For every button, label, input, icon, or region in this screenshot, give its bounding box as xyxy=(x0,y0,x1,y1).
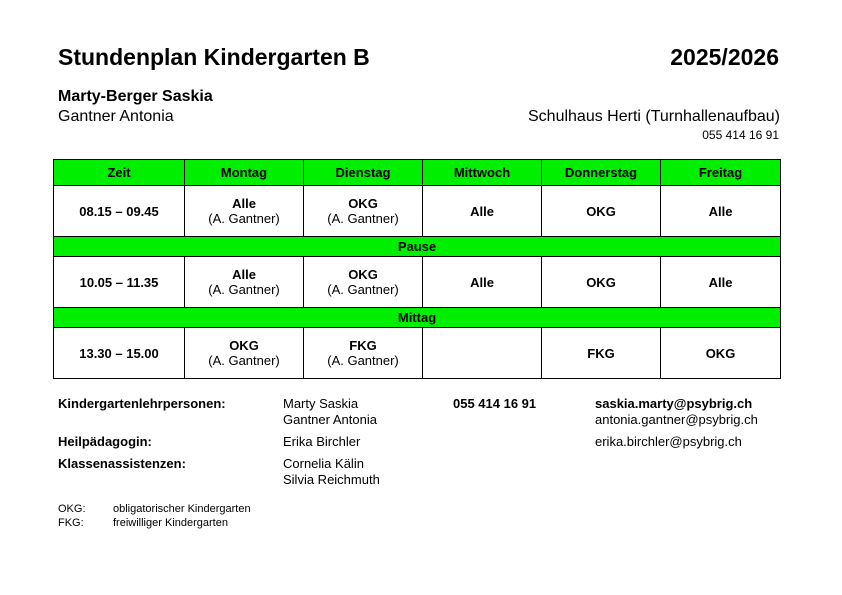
lesson-class: OKG xyxy=(348,196,378,211)
col-header-zeit: Zeit xyxy=(54,160,185,186)
legend-text-fkg: freiwilliger Kindergarten xyxy=(113,517,228,529)
schedule-table xyxy=(53,159,781,379)
lesson-cell xyxy=(185,186,304,237)
lesson-class: Alle xyxy=(708,274,733,290)
table-row xyxy=(54,186,781,237)
lesson-cell xyxy=(423,257,542,308)
second-teacher-name: Gantner Antonia xyxy=(58,108,174,125)
break-row-pause xyxy=(54,237,781,257)
school-location: Schulhaus Herti (Turnhallenaufbau) xyxy=(528,108,780,125)
teacher2-name: Gantner Antonia xyxy=(283,412,377,427)
lesson-class: Alle xyxy=(232,196,256,211)
col-header-freitag: Freitag xyxy=(661,160,781,186)
table-row xyxy=(54,257,781,308)
assistant2-name: Silvia Reichmuth xyxy=(283,472,380,487)
lesson-cell xyxy=(661,257,781,308)
lesson-teacher: (A. Gantner) xyxy=(327,211,399,226)
assistant1-name: Cornelia Kälin xyxy=(283,456,364,471)
lesson-cell xyxy=(542,257,661,308)
lesson-cell xyxy=(661,186,781,237)
lesson-teacher: (A. Gantner) xyxy=(327,353,399,368)
break-row-mittag xyxy=(54,308,781,328)
lesson-cell xyxy=(185,328,304,379)
special-ed-email[interactable]: erika.birchler@psybrig.ch xyxy=(595,434,742,449)
col-header-montag: Montag xyxy=(185,160,304,186)
special-ed-label: Heilpädagogin: xyxy=(58,434,152,449)
lesson-class: OKG xyxy=(348,267,378,282)
lesson-cell xyxy=(304,328,423,379)
main-teacher-name: Marty-Berger Saskia xyxy=(58,88,213,105)
break-label: Mittag xyxy=(54,308,781,328)
slot-time: 10.05 – 11.35 xyxy=(54,257,185,308)
lesson-cell xyxy=(304,257,423,308)
school-year: 2025/2026 xyxy=(670,44,779,70)
lesson-cell xyxy=(542,186,661,237)
slot-time: 08.15 – 09.45 xyxy=(54,186,185,237)
teachers-label: Kindergartenlehrpersonen: xyxy=(58,396,226,411)
special-ed-name: Erika Birchler xyxy=(283,434,361,449)
legend-text-okg: obligatorischer Kindergarten xyxy=(113,503,251,515)
lesson-cell xyxy=(304,186,423,237)
schedule-header-row xyxy=(54,160,781,186)
break-label: Pause xyxy=(54,237,781,257)
lesson-teacher: (A. Gantner) xyxy=(327,282,399,297)
assistants-label: Klassenassistenzen: xyxy=(58,456,186,471)
col-header-dienstag: Dienstag xyxy=(304,160,423,186)
table-row xyxy=(54,328,781,379)
col-header-mittwoch: Mittwoch xyxy=(423,160,542,186)
school-phone: 055 414 16 91 xyxy=(702,128,779,142)
lesson-cell xyxy=(661,328,781,379)
teacher2-email[interactable]: antonia.gantner@psybrig.ch xyxy=(595,412,758,427)
legend-abbr-fkg: FKG: xyxy=(58,517,84,529)
lesson-class: FKG xyxy=(349,338,377,353)
lesson-cell xyxy=(423,186,542,237)
lesson-cell-empty xyxy=(423,328,542,379)
lesson-class: Alle xyxy=(470,274,494,290)
lesson-class: Alle xyxy=(232,267,256,282)
teacher1-name: Marty Saskia xyxy=(283,396,359,411)
lesson-class: OKG xyxy=(229,338,259,353)
teachers-phone: 055 414 16 91 xyxy=(453,396,537,411)
col-header-donnerstag: Donnerstag xyxy=(542,160,661,186)
lesson-class: OKG xyxy=(705,345,736,361)
lesson-class: OKG xyxy=(586,203,616,219)
lesson-cell xyxy=(542,328,661,379)
teacher1-email[interactable]: saskia.marty@psybrig.ch xyxy=(595,396,753,411)
lesson-cell xyxy=(185,257,304,308)
lesson-class: Alle xyxy=(470,203,494,219)
legend-abbr-okg: OKG: xyxy=(58,503,86,515)
lesson-teacher: (A. Gantner) xyxy=(208,211,280,226)
lesson-class: OKG xyxy=(586,274,616,290)
lesson-class: FKG xyxy=(587,345,615,361)
slot-time: 13.30 – 15.00 xyxy=(54,328,185,379)
lesson-teacher: (A. Gantner) xyxy=(208,353,280,368)
lesson-teacher: (A. Gantner) xyxy=(208,282,280,297)
lesson-class: Alle xyxy=(708,203,733,219)
page-title: Stundenplan Kindergarten B xyxy=(58,44,370,70)
